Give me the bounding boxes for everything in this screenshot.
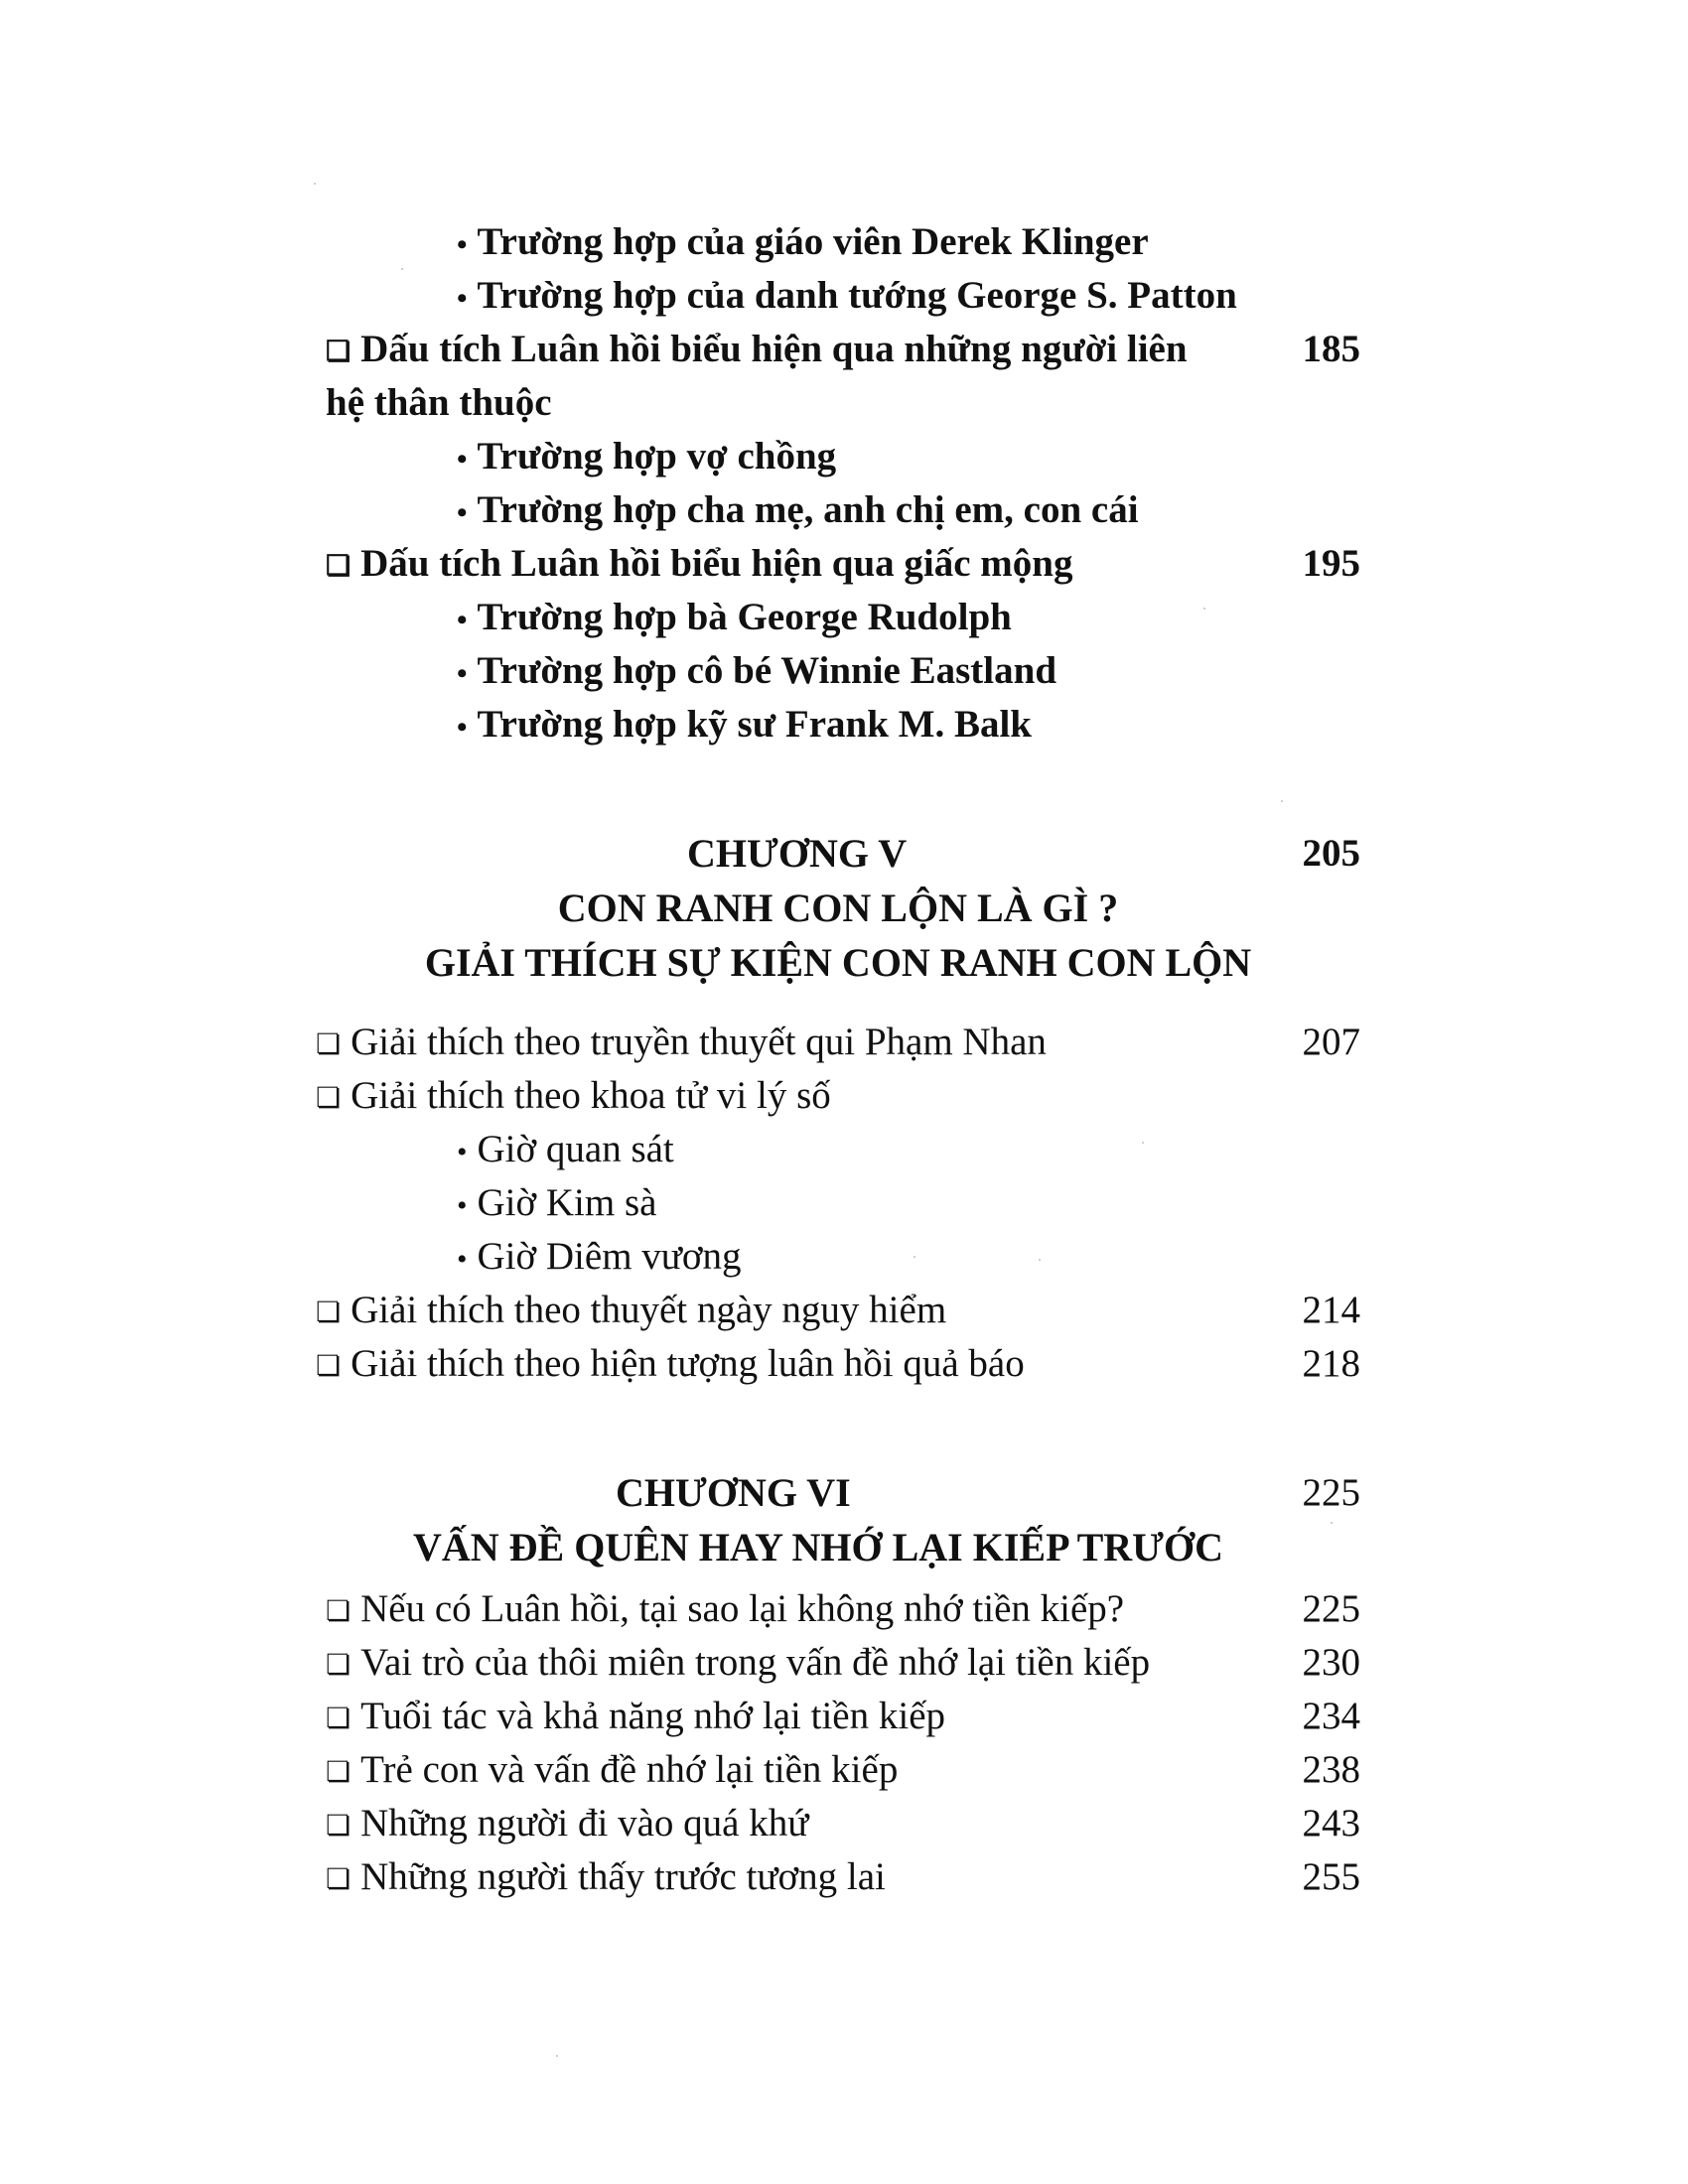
entry-marker-icon: ❏ [326, 1864, 352, 1896]
bullet-text: Trường hợp kỹ sư Frank M. Balk [477, 703, 1032, 746]
chapter-page-number: 205 [1302, 832, 1360, 875]
scan-speck [1331, 1522, 1333, 1524]
entry-text: Giải thích theo thuyết ngày nguy hiểm [351, 1289, 947, 1331]
toc-entry [0, 1337, 1688, 1391]
bullet-icon: • [457, 282, 468, 316]
entry-marker-icon: ❏ [316, 1297, 342, 1329]
bullet-icon: • [457, 496, 468, 530]
entry-text: Những người thấy trước tương lai [360, 1855, 886, 1898]
chapter-label: CHƯƠNG VI [616, 1470, 851, 1515]
entry-marker-icon: ❏ [326, 1811, 352, 1843]
bullet-text: Giờ quan sát [477, 1128, 674, 1170]
bullet-icon: • [457, 1243, 468, 1277]
toc-entry [0, 1284, 1688, 1337]
bullet-text: Trường hợp của giáo viên Derek Klinger [477, 220, 1149, 263]
entry-text: Những người đi vào quá khứ [360, 1802, 809, 1844]
toc-bullet-item [0, 483, 1688, 537]
toc-bullet-item [0, 1123, 1688, 1176]
bullet-icon: • [457, 604, 468, 637]
toc-bullet-item [0, 644, 1688, 698]
scan-speck [1039, 1259, 1041, 1261]
toc-bullet-item [0, 1176, 1688, 1230]
entry-page-number: 195 [1302, 542, 1360, 585]
bullet-text: Giờ Kim sà [477, 1181, 657, 1224]
chapter-title [0, 1519, 1688, 1576]
chapter-title-line: GIẢI THÍCH SỰ KIỆN CON RANH CON LỘN [424, 940, 1252, 985]
entry-page-number: 230 [1302, 1641, 1360, 1684]
bullet-text: Trường hợp bà George Rudolph [477, 596, 1012, 638]
chapter-title [0, 880, 1688, 937]
entry-page-number: 207 [1302, 1021, 1360, 1063]
entry-text: Dấu tích Luân hồi biểu hiện qua giấc mộng [360, 542, 1073, 585]
scan-speck [401, 268, 403, 270]
toc-entry [0, 1743, 1688, 1797]
toc-entry-continuation [0, 376, 1688, 430]
chapter-title-line: VẤN ĐỀ QUÊN HAY NHỚ LẠI KIẾP TRƯỚC [412, 1525, 1224, 1570]
entry-page-number: 218 [1302, 1342, 1360, 1385]
entry-page-number: 225 [1302, 1587, 1360, 1630]
entry-text: Dấu tích Luân hồi biểu hiện qua những người liên [360, 328, 1188, 370]
toc-entry [0, 1582, 1688, 1636]
toc-bullet-item [0, 215, 1688, 269]
bullet-text: Trường hợp của danh tướng George S. Patton [477, 274, 1237, 317]
entry-marker-icon: ❏ [316, 1029, 342, 1061]
chapter-heading [0, 1464, 1688, 1522]
entry-text: Tuổi tác và khả năng nhớ lại tiền kiếp [360, 1695, 946, 1737]
toc-entry [0, 1690, 1688, 1743]
entry-marker-icon: ❏ [316, 1083, 342, 1115]
entry-text: Giải thích theo hiện tượng luân hồi quả báo [351, 1342, 1025, 1385]
toc-entry [0, 1636, 1688, 1690]
bullet-icon: • [457, 657, 468, 691]
scan-speck [914, 1256, 915, 1258]
bullet-icon: • [457, 711, 468, 745]
bullet-text: Trường hợp cha mẹ, anh chị em, con cái [477, 488, 1139, 531]
entry-marker-icon: ❏ [326, 1596, 352, 1628]
entry-text-continuation: hệ thân thuộc [326, 381, 552, 424]
bullet-text: Trường hợp cô bé Winnie Eastland [477, 649, 1057, 692]
toc-entry [0, 1016, 1688, 1069]
bullet-text: Trường hợp vợ chồng [477, 435, 837, 478]
toc-entry [0, 1069, 1688, 1123]
scan-speck [556, 2055, 558, 2057]
chapter-subtitle [0, 934, 1688, 992]
chapter-heading [0, 825, 1688, 883]
entry-marker-icon: ❏ [326, 1650, 352, 1682]
entry-page-number: 243 [1302, 1802, 1360, 1844]
entry-marker-icon: ❏ [326, 551, 352, 583]
toc-entry [0, 1797, 1688, 1850]
entry-page-number: 185 [1302, 328, 1360, 370]
toc-entry [0, 1850, 1688, 1904]
toc-entry [0, 323, 1688, 376]
bullet-icon: • [457, 1189, 468, 1223]
toc-entry [0, 537, 1688, 591]
toc-bullet-item [0, 1230, 1688, 1284]
bullet-icon: • [457, 1136, 468, 1169]
bullet-icon: • [457, 228, 468, 262]
entry-text: Trẻ con và vấn đề nhớ lại tiền kiếp [360, 1748, 899, 1791]
scan-speck [1203, 608, 1205, 610]
scan-speck [1281, 800, 1283, 802]
scan-speck [1142, 1142, 1144, 1144]
entry-text: Vai trò của thôi miên trong vấn đề nhớ lại tiền kiếp [360, 1641, 1151, 1684]
entry-page-number: 234 [1302, 1695, 1360, 1737]
scan-speck [314, 183, 316, 185]
bullet-icon: • [457, 443, 468, 477]
entry-marker-icon: ❏ [326, 1704, 352, 1735]
entry-text: Nếu có Luân hồi, tại sao lại không nhớ tiền kiếp? [360, 1587, 1125, 1630]
chapter-label: CHƯƠNG V [687, 831, 908, 876]
bullet-text: Giờ Diêm vương [477, 1235, 742, 1278]
entry-marker-icon: ❏ [326, 1757, 352, 1789]
entry-page-number: 238 [1302, 1748, 1360, 1791]
toc-bullet-item [0, 591, 1688, 644]
entry-text: Giải thích theo truyền thuyết qui Phạm Nhan [351, 1021, 1047, 1063]
chapter-title-line: CON RANH CON LỘN LÀ GÌ ? [557, 886, 1119, 930]
entry-marker-icon: ❏ [326, 337, 352, 368]
toc-bullet-item [0, 269, 1688, 323]
chapter-page-number: 225 [1302, 1471, 1360, 1514]
toc-bullet-item [0, 430, 1688, 483]
entry-page-number: 255 [1302, 1855, 1360, 1898]
entry-text: Giải thích theo khoa tử vi lý số [351, 1074, 831, 1117]
entry-marker-icon: ❏ [316, 1351, 342, 1383]
toc-bullet-item [0, 698, 1688, 751]
entry-page-number: 214 [1302, 1289, 1360, 1331]
